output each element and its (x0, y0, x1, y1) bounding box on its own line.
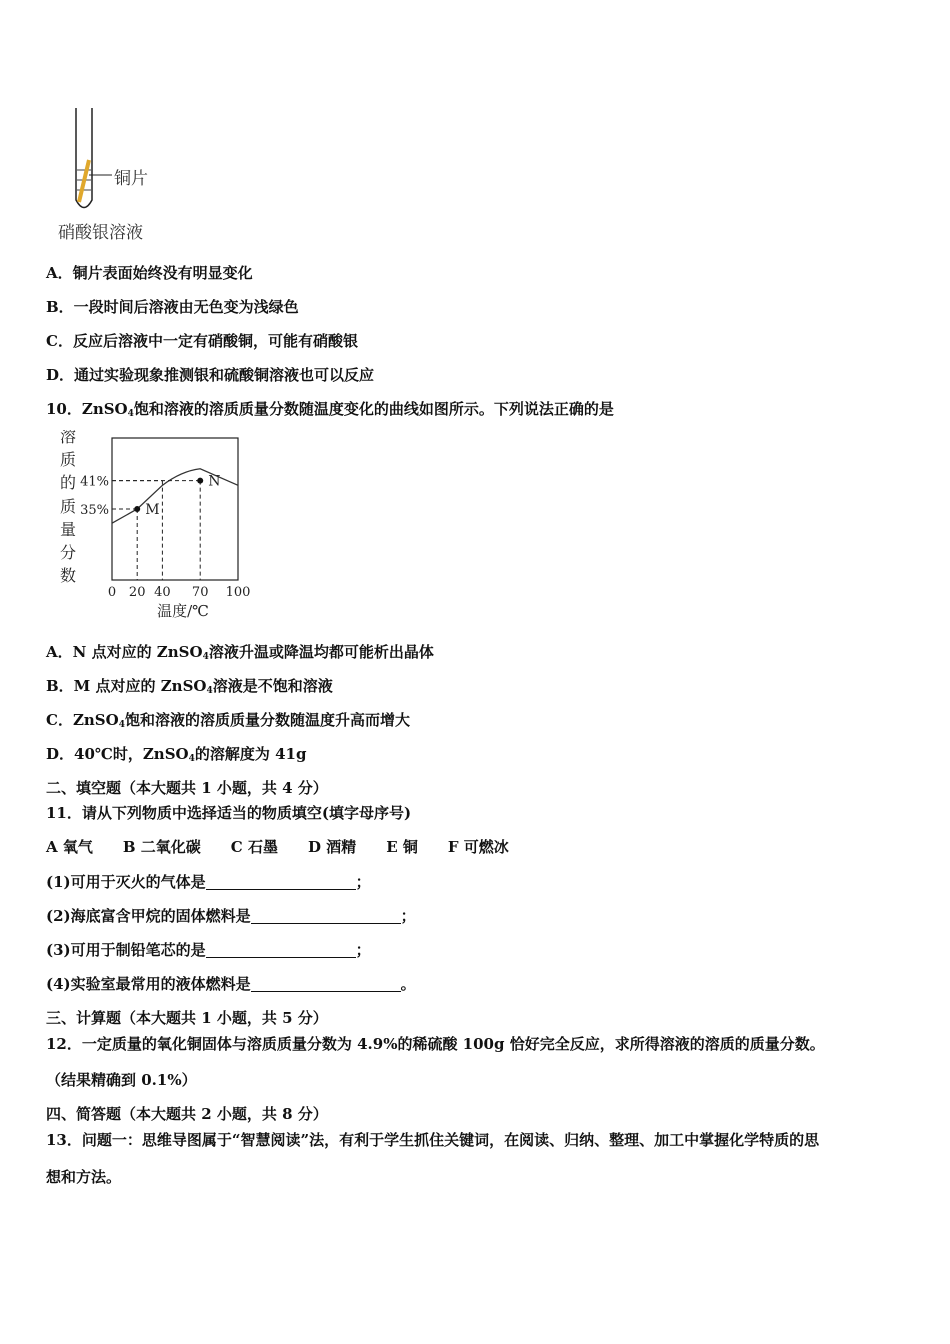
q11-choice-e: E 铜 (386, 838, 418, 856)
q11-choice-b: B 二氧化碳 (122, 838, 201, 856)
q13-line-1: 13．问题一：思维导图属于“智慧阅读”法，有利于学生抓住关键词，在阅读、归纳、整理、加工中掌握化学特质的思 (46, 1131, 820, 1149)
q12-stem: 12．一定质量的氧化铜固体与溶质质量分数为 4.9%的稀硫酸 100g 恰好完全反应，求所得溶液的溶质的质量分数。 (46, 1035, 825, 1053)
q10-option-a-pre: A．N 点对应的 ZnSO (46, 643, 203, 661)
point-N (197, 478, 203, 484)
answer-blank[interactable] (206, 943, 356, 958)
y-axis-label-char: 质 (60, 497, 77, 516)
q13-line-2: 想和方法。 (46, 1168, 122, 1186)
solution-label: 硝酸银溶液 (58, 223, 143, 243)
y-axis-label-char: 数 (60, 566, 77, 585)
x-axis-label: 温度/℃ (157, 602, 209, 620)
point-label-N: N (208, 473, 221, 490)
solubility-chart-svg (52, 430, 262, 625)
q10-option-c-sub: 4 (118, 720, 125, 730)
point-label-M: M (145, 502, 160, 518)
q11-choice-d: D 酒精 (307, 838, 357, 856)
section-3-heading: 三、计算题（本大题共 1 小题，共 5 分） (46, 1009, 328, 1027)
q11-blank-2-end: ； (400, 907, 416, 925)
q9-option-a: A．铜片表面始终没有明显变化 (46, 264, 253, 282)
x-tick-label: 20 (128, 585, 146, 600)
y-axis-label-char: 的 (60, 473, 77, 492)
q11-blank-1 (46, 871, 371, 892)
q11-blank-4 (46, 973, 416, 994)
q11-choice-c: C 石墨 (230, 838, 278, 856)
q11-blank-3-end: ； (355, 941, 371, 959)
answer-blank[interactable] (251, 977, 401, 992)
q11-choices (46, 836, 539, 857)
q10-option-b (46, 675, 333, 696)
y-axis-label-char: 量 (60, 520, 77, 539)
q10-option-a-sub: 4 (202, 652, 209, 662)
q10-option-d-post: 的溶解度为 41g (194, 745, 307, 763)
copper-label: 铜片 (114, 169, 148, 189)
point-M (134, 506, 140, 512)
q11-blank-1-text: (1)可用于灭火的气体是 (46, 873, 206, 891)
q10-stem-sub: 4 (127, 409, 134, 419)
x-tick-label: 70 (191, 585, 209, 600)
plot-frame (112, 438, 238, 580)
y-tick-label: 41% (80, 474, 109, 490)
test-tube-figure (56, 100, 166, 245)
x-tick-label: 0 (107, 585, 117, 600)
q11-blank-1-end: ； (355, 873, 371, 891)
y-tick-label: 35% (80, 503, 109, 518)
y-axis-label-char: 分 (60, 543, 77, 562)
x-tick-label: 40 (154, 585, 171, 600)
answer-blank[interactable] (251, 909, 401, 924)
q11-choice-a: A 氧气 (46, 838, 93, 856)
q11-blank-2-text: (2)海底富含甲烷的固体燃料是 (46, 907, 251, 925)
q10-stem-post: 饱和溶液的溶质质量分数随温度变化的曲线如图所示。下列说法正确的是 (133, 400, 614, 418)
q9-option-d: D．通过实验现象推测银和硫酸铜溶液也可以反应 (46, 366, 375, 384)
q10-option-c (46, 709, 410, 730)
q10-option-d-sub: 4 (188, 754, 195, 764)
q10-option-b-pre: B．M 点对应的 ZnSO (46, 677, 207, 695)
q11-blank-3 (46, 939, 371, 960)
q10-option-d-pre: D．40℃时，ZnSO (46, 745, 189, 763)
q9-option-c: C．反应后溶液中一定有硝酸铜，可能有硝酸银 (46, 332, 358, 350)
q10-option-a-post: 溶液升温或降温均都可能析出晶体 (208, 643, 434, 661)
section-4-heading: 四、简答题（本大题共 2 小题，共 8 分） (46, 1105, 328, 1123)
q10-stem (46, 398, 614, 419)
q10-option-b-sub: 4 (206, 686, 213, 696)
q10-option-c-post: 饱和溶液的溶质质量分数随温度升高而增大 (124, 711, 410, 729)
q10-option-b-post: 溶液是不饱和溶液 (212, 677, 333, 695)
y-axis-label-char: 溶 (60, 430, 77, 446)
q11-stem: 11．请从下列物质中选择适当的物质填空(填字母序号) (46, 804, 412, 822)
solubility-chart (52, 430, 262, 625)
q10-option-c-pre: C．ZnSO (46, 711, 119, 729)
q10-stem-pre: 10．ZnSO (46, 400, 128, 418)
q12-note: （结果精确到 0.1%） (46, 1071, 197, 1089)
q10-option-d (46, 743, 306, 764)
q9-option-b: B．一段时间后溶液由无色变为浅绿色 (46, 298, 299, 316)
q11-blank-2 (46, 905, 416, 926)
y-axis-label-char: 质 (60, 450, 77, 469)
q10-option-a (46, 641, 434, 662)
q11-choice-f: F 可燃冰 (447, 838, 509, 856)
x-tick-label: 100 (225, 585, 251, 600)
section-2-heading: 二、填空题（本大题共 1 小题，共 4 分） (46, 779, 328, 797)
answer-blank[interactable] (206, 875, 356, 890)
q11-blank-4-text: (4)实验室最常用的液体燃料是 (46, 975, 251, 993)
q11-blank-3-text: (3)可用于制铅笔芯的是 (46, 941, 206, 959)
q11-blank-4-end: 。 (400, 975, 416, 993)
